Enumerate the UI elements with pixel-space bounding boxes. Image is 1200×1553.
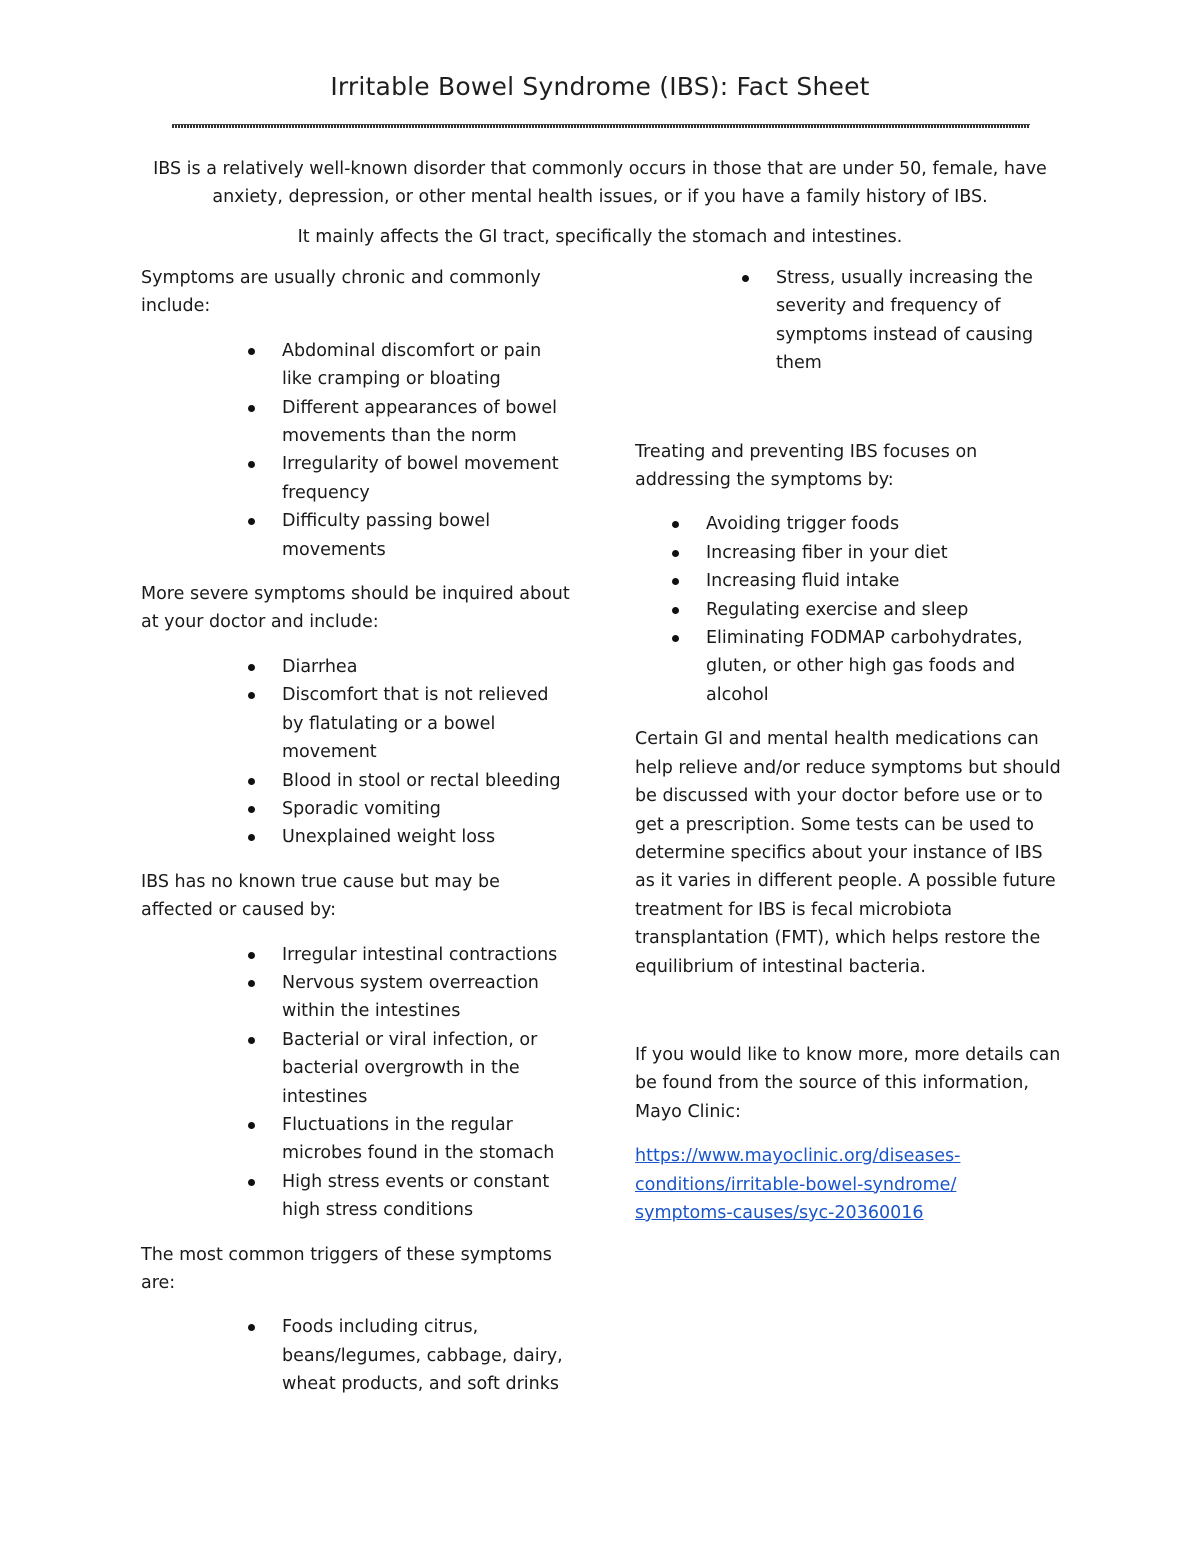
list-item: Avoiding trigger foods — [706, 510, 1061, 538]
list-item: Difficulty passing bowel movements — [282, 507, 572, 564]
medications-paragraph: Certain GI and mental health medications can help relieve and/or reduce symptoms but should be discussed with your doctor before use or to get a prescription. Some tests can be used to determine specifics about your instance of IBS as it varies in different people. A possible future treatment for IBS is fecal microbiota transplantation (FMT), which helps restore the equilibrium of intestinal bacteria. — [635, 729, 1061, 977]
page-title: Irritable Bowel Syndrome (IBS): Fact Sheet — [330, 72, 870, 101]
list-item: Regulating exercise and sleep — [706, 596, 1061, 624]
list-item: Stress, usually increasing the severity and frequency of symptoms instead of causing them — [776, 264, 1066, 378]
list-item: Nervous system overreaction within the intestines — [282, 969, 572, 1026]
link-line[interactable]: https://www.mayoclinic.org/diseases- — [635, 1146, 961, 1167]
list-item: Irregular intestinal contractions — [282, 941, 572, 969]
list-item: Different appearances of bowel movements than the norm — [282, 394, 572, 451]
list-item: Increasing fluid intake — [706, 567, 1061, 595]
severe-symptoms-list — [141, 653, 572, 852]
list-item: Bacterial or viral infection, or bacterial overgrowth in the intestines — [282, 1026, 572, 1111]
treatment-intro: Treating and preventing IBS focuses on addressing the symptoms by: — [635, 441, 978, 491]
list-item: Increasing fiber in your diet — [706, 539, 1061, 567]
list-item: Diarrhea — [282, 653, 572, 681]
left-column — [141, 264, 571, 1415]
right-column — [635, 264, 1065, 1227]
causes-intro: IBS has no known true cause but may be affected or caused by: — [141, 871, 500, 921]
intro-paragraph: IBS is a relatively well-known disorder that commonly occurs in those that are under 50, female, have anxiety, depression, or other mental health issues, or if you have a family history of IBS. — [153, 159, 1047, 207]
more-info-paragraph: If you would like to know more, more details can be found from the source of this information, Mayo Clinic: — [635, 1044, 1061, 1122]
list-item: Discomfort that is not relieved by flatulating or a bowel movement — [282, 681, 572, 766]
list-item: Unexplained weight loss — [282, 823, 572, 851]
list-item: Foods including citrus, beans/legumes, cabbage, dairy, wheat products, and soft drinks — [282, 1313, 572, 1398]
list-item: Fluctuations in the regular microbes found in the stomach — [282, 1111, 572, 1168]
list-item: Blood in stool or rectal bleeding — [282, 767, 572, 795]
intro-gi-tract: It mainly affects the GI tract, specifically the stomach and intestines. — [297, 227, 903, 247]
treatment-list — [635, 510, 1061, 709]
list-item: Irregularity of bowel movement frequency — [282, 450, 572, 507]
triggers-list — [141, 1313, 572, 1398]
symptoms-intro: Symptoms are usually chronic and commonly include: — [141, 268, 541, 317]
causes-list — [141, 941, 572, 1225]
list-item: Abdominal discomfort or pain like cramping or bloating — [282, 337, 572, 394]
title-divider — [172, 124, 1030, 128]
link-line[interactable]: symptoms-causes/syc-20360016 — [635, 1202, 924, 1223]
list-item: High stress events or constant high stress conditions — [282, 1168, 572, 1225]
triggers-list-continued — [635, 264, 1066, 378]
mayo-clinic-link[interactable] — [635, 1142, 1065, 1227]
triggers-intro: The most common triggers of these symptoms are: — [141, 1244, 552, 1293]
list-item: Eliminating FODMAP carbohydrates, gluten, or other high gas foods and alcohol — [706, 624, 1061, 709]
severe-symptoms-intro: More severe symptoms should be inquired about at your doctor and include: — [141, 584, 570, 633]
link-line[interactable]: conditions/irritable-bowel-syndrome/ — [635, 1174, 957, 1195]
list-item: Sporadic vomiting — [282, 795, 572, 823]
symptoms-list — [141, 337, 572, 564]
